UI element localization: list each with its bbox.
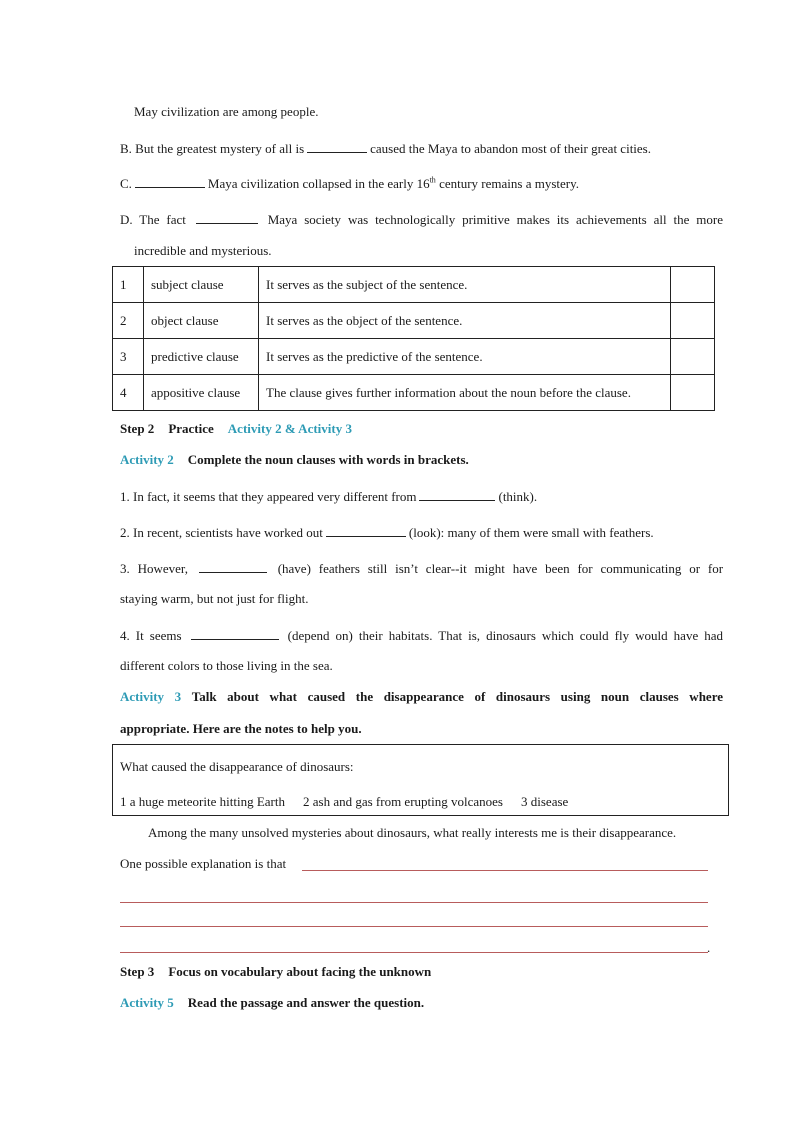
answer-cell[interactable] [671, 267, 715, 303]
step3-heading [120, 964, 431, 980]
clause-description: The clause gives further information about the noun before the clause. [259, 375, 671, 411]
sentence-b-post: caused the Maya to abandon most of their great cities. [370, 141, 651, 156]
step2-heading [120, 421, 352, 437]
table-row [113, 303, 715, 339]
writing-end-period: . [707, 940, 711, 955]
row-number: 1 [113, 267, 144, 303]
sentence-d-pre: D. The fact [120, 212, 186, 227]
activity2-heading [120, 452, 469, 468]
clause-table [112, 266, 715, 411]
clause-description: It serves as the object of the sentence. [259, 303, 671, 339]
notes-title: What caused the disappearance of dinosaurs: [120, 759, 354, 774]
table-row [113, 375, 715, 411]
blank-q1[interactable] [419, 488, 495, 501]
question-2 [120, 524, 654, 541]
activity3-instruction-2: appropriate. Here are the notes to help you. [120, 721, 362, 736]
step2-title: Practice [168, 421, 214, 436]
activity2-instruction: Complete the noun clauses with words in brackets. [187, 452, 469, 467]
clause-type: predictive clause [144, 339, 259, 375]
step3-title: Focus on vocabulary about facing the unknown [168, 964, 432, 979]
writing-paragraph-2: One possible explanation is that [120, 856, 287, 871]
clause-type: appositive clause [144, 375, 259, 411]
table-row [113, 339, 715, 375]
clause-type: subject clause [144, 267, 259, 303]
activity5-heading [120, 995, 424, 1011]
q4-post: (depend on) their habitats. That is, dinosaurs which could fly would have had [287, 628, 724, 643]
note-item: 3 disease [521, 794, 569, 809]
clause-type: object clause [144, 303, 259, 339]
intro-line-a: May civilization are among people. [134, 104, 319, 119]
notes-list [120, 794, 586, 810]
sentence-d-cont: incredible and mysterious. [134, 243, 272, 258]
question-1 [120, 488, 537, 505]
q4-cont: different colors to those living in the sea. [120, 658, 333, 673]
writing-line[interactable] [120, 902, 708, 903]
writing-line[interactable] [120, 926, 708, 927]
q2-pre: 2. In recent, scientists have worked out [120, 525, 323, 540]
question-4 [120, 627, 723, 644]
blank-d[interactable] [196, 211, 258, 224]
q4-pre: 4. It seems [120, 628, 182, 643]
blank-q3[interactable] [199, 560, 267, 573]
q3-pre: 3. However, [120, 561, 188, 576]
activity3-instruction-1: Talk about what caused the disappearance of dinosaurs using noun clauses where [191, 689, 723, 704]
writing-line[interactable] [302, 870, 708, 871]
sentence-c-pre: C. [120, 176, 132, 191]
answer-cell[interactable] [671, 339, 715, 375]
step2-activities: Activity 2 & Activity 3 [227, 421, 352, 436]
notes-box [112, 744, 729, 816]
note-item: 1 a huge meteorite hitting Earth [120, 794, 285, 809]
step3-label: Step 3 [120, 964, 155, 979]
answer-cell[interactable] [671, 375, 715, 411]
sentence-d [120, 211, 723, 228]
sentence-c-post: century remains a mystery. [435, 176, 580, 191]
row-number: 4 [113, 375, 144, 411]
activity5-instruction: Read the passage and answer the question. [187, 995, 425, 1010]
writing-line[interactable] [120, 952, 708, 953]
row-number: 2 [113, 303, 144, 339]
question-3 [120, 560, 723, 577]
clause-description: It serves as the subject of the sentence. [259, 267, 671, 303]
sentence-c-mid: Maya civilization collapsed in the early 16 [207, 176, 430, 191]
table-row [113, 267, 715, 303]
q3-post: (have) feathers still isn’t clear--it might have been for communicating or for [277, 561, 724, 576]
writing-paragraph-1: Among the many unsolved mysteries about dinosaurs, what really interests me is their disappearance. [148, 825, 677, 840]
q2-post: (look): many of them were small with feathers. [408, 525, 654, 540]
clause-description: It serves as the predictive of the sentence. [259, 339, 671, 375]
answer-cell[interactable] [671, 303, 715, 339]
blank-q4[interactable] [191, 627, 279, 640]
activity2-label: Activity 2 [120, 452, 174, 467]
sentence-b [120, 140, 651, 157]
sentence-c [120, 175, 579, 192]
activity3-label: Activity 3 [120, 689, 182, 704]
sentence-b-pre: B. But the greatest mystery of all is [120, 141, 305, 156]
activity3-heading [120, 689, 723, 705]
q1-post: (think). [498, 489, 538, 504]
blank-c[interactable] [135, 175, 205, 188]
sentence-c-sup: th [429, 175, 436, 185]
row-number: 3 [113, 339, 144, 375]
q3-cont: staying warm, but not just for flight. [120, 591, 309, 606]
step2-label: Step 2 [120, 421, 155, 436]
q1-pre: 1. In fact, it seems that they appeared very different from [120, 489, 417, 504]
blank-q2[interactable] [326, 524, 406, 537]
blank-b[interactable] [307, 140, 367, 153]
sentence-d-post: Maya society was technologically primitive makes its achievements all the more [267, 212, 723, 227]
activity5-label: Activity 5 [120, 995, 174, 1010]
note-item: 2 ash and gas from erupting volcanoes [302, 794, 503, 809]
